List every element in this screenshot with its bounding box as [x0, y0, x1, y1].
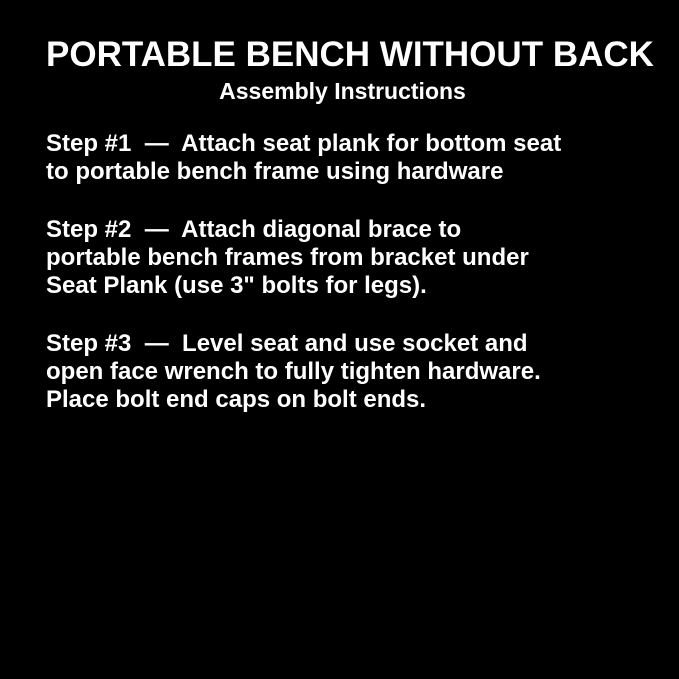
page-title: PORTABLE BENCH WITHOUT BACK: [46, 35, 654, 74]
step-2-line-2: portable bench frames from bracket under: [46, 243, 529, 271]
step-2-line-3: Seat Plank (use 3" bolts for legs).: [46, 271, 427, 299]
step-2: [46, 216, 639, 300]
page-subtitle: Assembly Instructions: [219, 78, 466, 104]
steps-section: [46, 130, 639, 414]
step-2-line-1: Step #2 — Attach diagonal brace to: [46, 215, 462, 243]
step-3-line-2: open face wrench to fully tighten hardware.: [46, 357, 541, 385]
step-1-line-2: to portable bench frame using hardware: [46, 157, 504, 185]
step-3-line-3: Place bolt end caps on bolt ends.: [46, 385, 427, 413]
step-3: [46, 330, 639, 414]
step-1-line-1: Step #1 — Attach seat plank for bottom seat: [46, 129, 562, 157]
step-3-line-1: Step #3 — Level seat and use socket and: [46, 329, 528, 357]
step-1: [46, 130, 639, 186]
